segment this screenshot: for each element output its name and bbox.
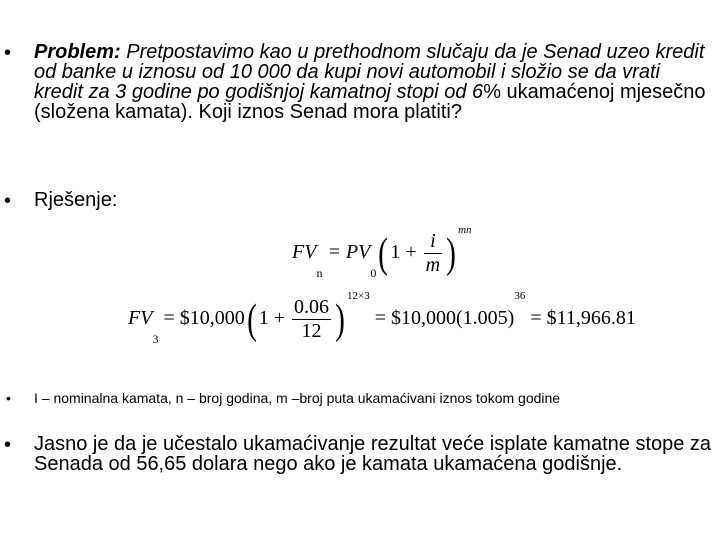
formula1-one-plus: 1 + — [390, 241, 422, 264]
note-bullet: • — [6, 390, 11, 406]
formula1-right-paren: ) — [446, 230, 457, 277]
formula1-left-paren: ( — [378, 230, 389, 277]
problem-percent: % — [483, 81, 501, 103]
formula1-lhs: FV — [292, 241, 317, 264]
formula2-fraction — [292, 296, 331, 343]
problem-label: Problem: — [34, 41, 121, 63]
formula2-middle-exponent: 36 — [514, 290, 526, 302]
formula1-fraction — [424, 230, 442, 277]
formula2-numerator: 0.06 — [294, 296, 329, 318]
formula1-exponent: mn — [458, 224, 472, 236]
formula1-eq: = PV — [322, 241, 371, 264]
formula2-lhs-subscript: 3 — [152, 332, 159, 346]
compound-interest-formula — [292, 224, 472, 280]
formula2-left-paren: ( — [246, 296, 257, 343]
formula1-numerator: i — [430, 230, 436, 252]
worked-calculation — [128, 290, 636, 346]
problem-paragraph — [34, 42, 714, 122]
formula2-denominator: 12 — [292, 319, 331, 343]
formula2-eq: = $10,000 — [158, 307, 245, 330]
formula2-one-plus: 1 + — [258, 307, 290, 330]
formula2-lhs: FV — [128, 307, 153, 330]
variables-note: I – nominalna kamata, n – broj godina, m –broj puta ukamaćivani iznos tokom godine — [34, 390, 561, 406]
solution-heading: Rješenje: — [34, 189, 118, 211]
formula2-exponent: 12×3 — [347, 290, 370, 302]
formula1-lhs-subscript: n — [316, 266, 323, 280]
formula2-right-paren: ) — [335, 296, 345, 343]
formula2-middle: = $10,000(1.005) — [369, 307, 515, 330]
formula2-result: = $11,966.81 — [525, 307, 636, 330]
conclusion-paragraph: Jasno je da je učestalo ukamaćivanje rezultat veće isplate kamatne stope za Senada od 56,65 dolara nego ako je kamata ukamaćena godišnje. — [34, 433, 712, 475]
solution-bullet: • — [4, 190, 12, 212]
formula1-pv-subscript: 0 — [370, 266, 377, 280]
problem-bullet: • — [4, 42, 12, 64]
problem-text-italic: Pretpostavimo kao u prethodnom slučaju da je Senad uzeo kredit od banke u iznosu od 10 000 da kupi novi automobil i složio se da vrati kredit za 3 godine po godišnjoj kamatnoj stopi od 6 — [34, 41, 705, 103]
conclusion-bullet: • — [4, 434, 12, 456]
problem-text-normal: ukamaćenoj mjesečno (složena kamata). Koji iznos Senad mora platiti? — [34, 81, 706, 123]
formula1-denominator: m — [425, 254, 441, 276]
